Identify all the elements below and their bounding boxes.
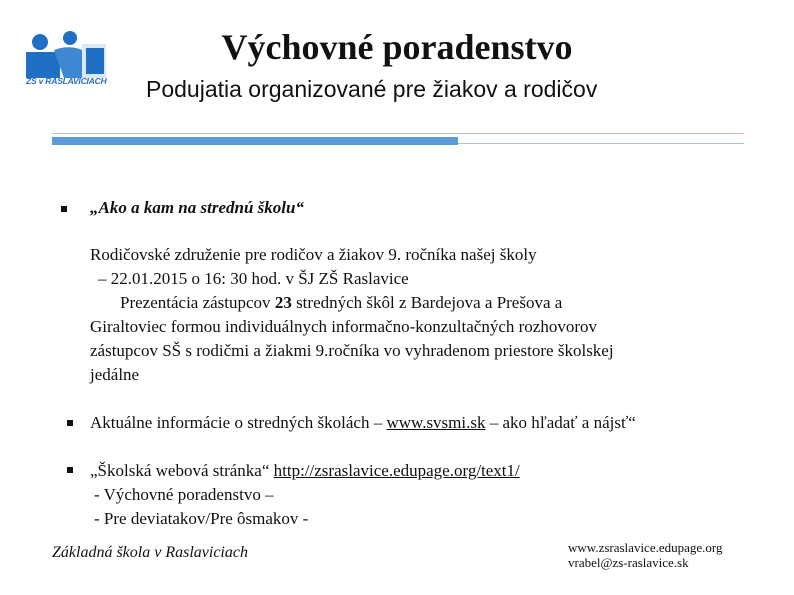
bullet-marker xyxy=(67,420,73,426)
description-line: – 22.01.2015 o 16: 30 hod. v ŠJ ZŠ Raslavice xyxy=(98,269,409,288)
bullet-3-text: „Školská webová stránka“ xyxy=(90,461,274,480)
divider-thin-lower xyxy=(458,143,744,144)
bullet-1-title: „Ako a kam na strednú školu“ xyxy=(90,198,304,217)
bullet-2-text-end: – ako hľadať a nájsť“ xyxy=(485,413,636,432)
divider-accent xyxy=(52,137,458,145)
bullet-3-subline: - Výchovné poradenstvo – xyxy=(94,485,274,504)
bullet-marker xyxy=(61,206,67,212)
bullet-1-description xyxy=(90,243,614,387)
bullet-3-line xyxy=(90,459,520,483)
description-text: stredných škôl z Bardejova a Prešova a xyxy=(291,293,563,312)
school-count: 23 xyxy=(274,293,292,312)
description-text: Prezentácia zástupcov xyxy=(120,293,275,312)
edupage-link[interactable]: http://zsraslavice.edupage.org/text1/ xyxy=(273,461,520,480)
description-line xyxy=(90,291,614,315)
description-line: zástupcov SŠ s rodičmi a žiakmi 9.ročníka vo vyhradenom priestore školskej xyxy=(90,341,614,360)
svsmi-link[interactable]: www.svsmi.sk xyxy=(386,413,486,432)
bullet-2-text: Aktuálne informácie o stredných školách – xyxy=(90,413,387,432)
description-line: Giraltoviec formou individuálnych informačno-konzultačných rozhovorov xyxy=(90,317,598,336)
bullet-3 xyxy=(90,459,520,531)
footer-website[interactable]: www.zsraslavice.edupage.org xyxy=(568,540,723,555)
bullet-3-subline: - Pre deviatakov/Pre ôsmakov - xyxy=(94,509,309,528)
footer-school-name: Základná škola v Raslaviciach xyxy=(52,544,248,561)
footer-email[interactable]: vrabel@zs-raslavice.sk xyxy=(568,555,689,570)
description-line: Rodičovské združenie pre rodičov a žiakov 9. ročníka našej školy xyxy=(90,245,537,264)
logo-caption: ZŠ v RASLAVICIACH xyxy=(26,76,107,86)
divider-thin xyxy=(52,133,744,134)
footer-contact xyxy=(568,540,723,570)
bullet-marker xyxy=(67,467,73,473)
bullet-2 xyxy=(90,411,636,435)
page-subtitle: Podujatia organizované pre žiakov a rodičov xyxy=(146,76,598,102)
page-title: Výchovné poradenstvo xyxy=(221,27,573,67)
description-line: jedálne xyxy=(90,365,140,384)
